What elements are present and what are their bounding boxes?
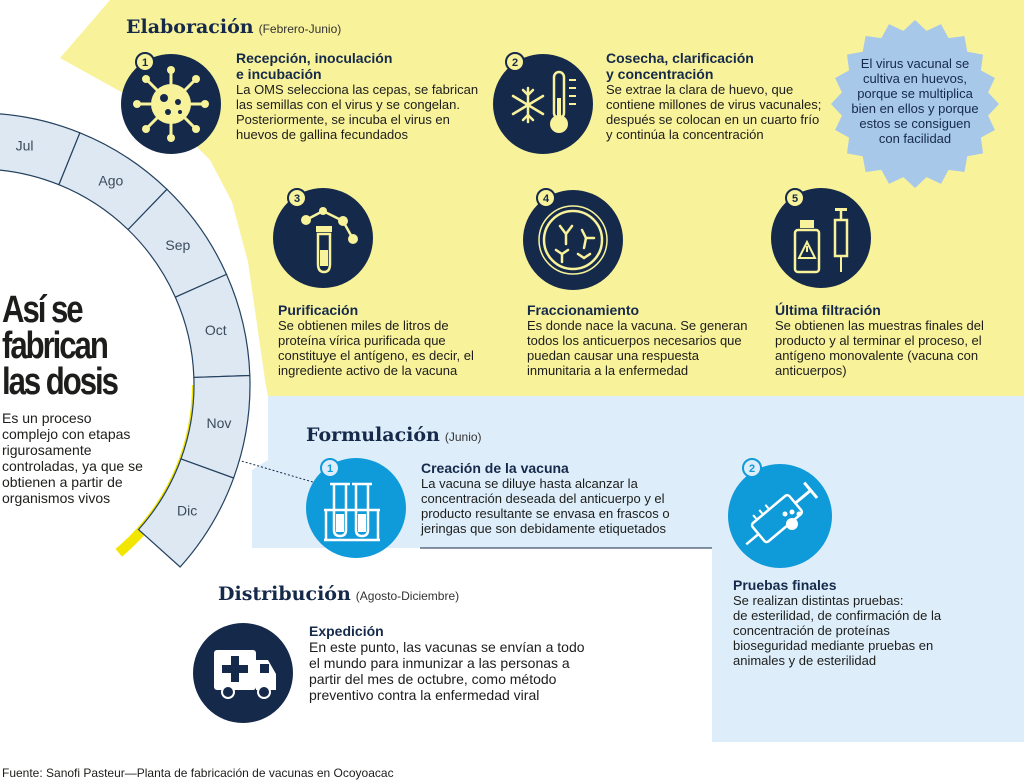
note-line: porque se multiplica (857, 86, 973, 101)
section-title-text: Distribución (218, 583, 351, 605)
step-badge (288, 189, 306, 207)
step-desc-line: producto resultante se envasa en frascos o (421, 506, 670, 521)
step-desc-line: La vacuna se diluye hasta alcanzar la (421, 476, 638, 491)
step-desc-line: todos los anticuerpos necesarios que (527, 333, 742, 348)
step-desc-line: las semillas con el virus y se congelan. (236, 97, 460, 112)
step-badge (136, 53, 154, 71)
step-desc-line: Posteriormente, se incuba el virus en (236, 112, 450, 127)
ambulance-icon (193, 623, 293, 723)
step-desc-line: puedan causar una respuesta (527, 348, 700, 363)
step-desc-line: de esterilidad, de confirmación de la (733, 608, 942, 623)
intro-line: rigurosamente (2, 442, 92, 458)
svg-text:1: 1 (141, 57, 149, 69)
note-line: estos se consiguen (859, 116, 971, 131)
svg-text:3: 3 (293, 193, 301, 205)
step-desc-line: En este punto, las vacunas se envían a todo (309, 639, 585, 655)
step-desc-line: Se obtienen las muestras finales del (775, 318, 984, 333)
month-label: Oct (204, 322, 227, 339)
source-footer: Fuente: Sanofi Pasteur—Planta de fabricación de vacunas en Ocoyoacac (2, 766, 394, 780)
note-line: bien en ellos y porque (851, 101, 979, 116)
step-title: Expedición (309, 623, 384, 639)
step-badge (786, 189, 804, 207)
intro-line: Es un proceso (2, 410, 92, 426)
step-title: y concentración (606, 66, 714, 82)
step-desc-line: constituye el antígeno, es decir, el (278, 348, 474, 363)
svg-text:4: 4 (542, 193, 550, 205)
step-desc-line: Es donde nace la vacuna. Se generan (527, 318, 748, 333)
test-tube-molecule-icon (273, 188, 373, 288)
step-desc-line: después se colocan en un cuarto frío (606, 112, 820, 127)
note-line: con facilidad (878, 131, 952, 146)
note-line: cultiva en huevos, (862, 71, 968, 86)
step-purificacion (278, 302, 508, 378)
step-desc-line: producto y al terminar el proceso, el (775, 333, 982, 348)
step-desc-line: inmunitaria a la enfermedad (527, 363, 689, 378)
test-tubes-icon (306, 458, 406, 558)
month-label: Nov (206, 415, 232, 432)
step-desc-line: contiene millones de virus vacunales; (606, 97, 822, 112)
section-title-text: Formulación (306, 424, 440, 446)
step-title: Pruebas finales (733, 577, 837, 593)
step-desc-line: concentración de proteínas (733, 623, 890, 638)
title-line-2: fabrican (2, 325, 107, 367)
step-title: Fraccionamiento (527, 302, 640, 318)
antibodies-icon (523, 190, 623, 290)
month-label: Jul (15, 137, 34, 154)
step-desc-line: partir del mes de octubre, como método (309, 671, 557, 687)
step-badge (537, 189, 555, 207)
step-desc-line: antígeno monovalente (vacuna con (775, 348, 979, 363)
month-label: Sep (165, 237, 191, 254)
title-line-3: las dosis (2, 361, 117, 403)
step-desc-line: huevos de gallina fecundados (236, 127, 409, 142)
step-badge (506, 53, 524, 71)
step-desc-line: el mundo para inmunizar a las personas a (309, 655, 570, 671)
step-title: Recepción, inoculación (236, 50, 393, 66)
step-desc-line: animales y de esterilidad (733, 653, 877, 668)
step-expedicion (309, 623, 609, 703)
note-text (850, 56, 980, 146)
note-line: El virus vacunal se (860, 56, 970, 71)
intro-line: obtienen a partir de (2, 474, 123, 490)
title-line-1: Así se (2, 289, 82, 331)
step-title: Última filtración (775, 302, 881, 318)
step-desc-line: concentración deseada del anticuerpo y el (421, 491, 665, 506)
step-ultima-filtracion (775, 302, 1015, 378)
step-pruebas-finales (733, 577, 1003, 668)
step-creacion (421, 460, 706, 536)
syringe-paw-icon (728, 464, 832, 568)
step-desc-line: preventivo contra la enfermedad viral (309, 687, 540, 703)
section-period: (Agosto-Diciembre) (355, 589, 460, 603)
month-label: Ago (98, 172, 124, 189)
step-recepcion (236, 50, 486, 142)
step-desc-line: bioseguridad mediante pruebas en (733, 638, 934, 653)
month-label: Dic (177, 502, 198, 519)
step-title: Purificación (278, 302, 359, 318)
step-desc-line: Se extrae la clara de huevo, que (606, 82, 794, 97)
virus-icon (121, 54, 221, 154)
svg-text:2: 2 (511, 57, 519, 69)
step-desc-line: anticuerpos) (775, 363, 847, 378)
step-badge (321, 459, 339, 477)
step-desc-line: jeringas que son debidamente etiquetados (421, 521, 667, 536)
step-fraccionamiento (527, 302, 767, 378)
vial-syringe-icon (771, 188, 871, 288)
step-desc-line: proteína vírica purificada que (278, 333, 446, 348)
svg-text:2: 2 (748, 463, 756, 475)
step-title: Cosecha, clarificación (606, 50, 754, 66)
section-period: (Febrero-Junio) (258, 22, 342, 36)
intro-line: controladas, ya que se (2, 458, 143, 474)
step-badge (743, 459, 761, 477)
svg-text:5: 5 (791, 193, 799, 205)
step-desc-line: Se realizan distintas pruebas: (733, 593, 904, 608)
step-desc-line: Se obtienen miles de litros de (278, 318, 449, 333)
svg-text:1: 1 (326, 463, 334, 475)
step-desc-line: ingrediente activo de la vacuna (278, 363, 458, 378)
step-cosecha (606, 50, 846, 142)
section-period: (Junio) (444, 430, 482, 444)
step-title: e incubación (236, 66, 322, 82)
intro-line: complejo con etapas (2, 426, 131, 442)
intro-line: organismos vivos (2, 490, 111, 506)
step-desc-line: La OMS selecciona las cepas, se fabrican (236, 82, 479, 97)
step-title: Creación de la vacuna (421, 460, 569, 476)
section-title-text: Elaboración (126, 16, 254, 38)
step-desc-line: y continúa la concentración (606, 127, 764, 142)
